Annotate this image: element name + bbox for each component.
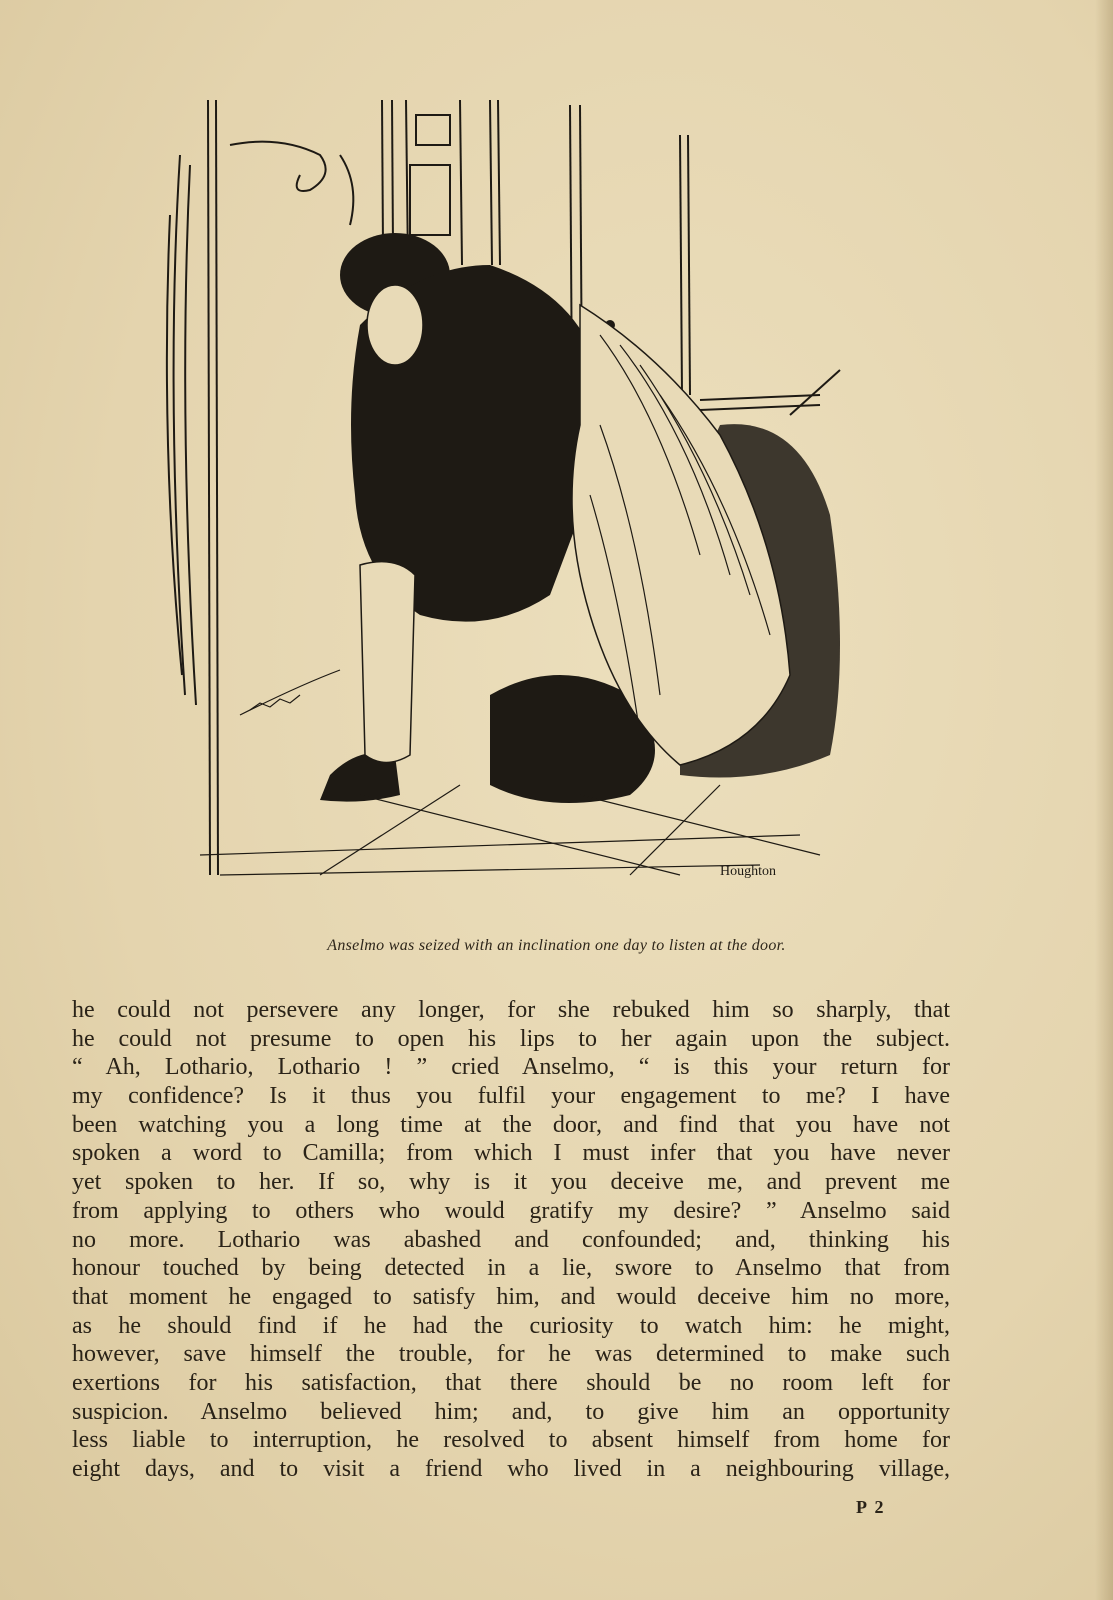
text-line: been watching you a long time at the door, and find that you have not bbox=[72, 1111, 950, 1138]
page-edge-shadow bbox=[1095, 0, 1113, 1600]
engraver-signature: Houghton bbox=[720, 864, 776, 879]
text-line: “ Ah, Lothario, Lothario ! ” cried Anselmo, “ is this your return for bbox=[72, 1054, 950, 1081]
text-line: however, save himself the trouble, for he was determined to make such bbox=[72, 1341, 950, 1368]
text-line: from applying to others who would gratify my desire? ” Anselmo said bbox=[72, 1197, 950, 1224]
text-line: he could not presume to open his lips to her again upon the subject. bbox=[72, 1025, 950, 1052]
text-line: yet spoken to her. If so, why is it you deceive me, and prevent me bbox=[72, 1169, 950, 1196]
text-line: exertions for his satisfaction, that there should be no room left for bbox=[72, 1369, 950, 1396]
text-line: no more. Lothario was abashed and confounded; and, thinking his bbox=[72, 1226, 950, 1253]
text-line: my confidence? Is it thus you fulfil your engagement to me? I have bbox=[72, 1083, 950, 1110]
text-line: he could not persevere any longer, for she rebuked him so sharply, that bbox=[72, 997, 950, 1023]
text-line: as he should find if he had the curiosity to watch him: he might, bbox=[72, 1312, 950, 1339]
text-line: that moment he engaged to satisfy him, and would deceive him no more, bbox=[72, 1283, 950, 1310]
text-line: suspicion. Anselmo believed him; and, to give him an opportunity bbox=[72, 1398, 950, 1425]
text-line: spoken a word to Camilla; from which I must infer that you have never bbox=[72, 1140, 950, 1167]
signature-mark: P 2 bbox=[856, 1497, 886, 1517]
illustration-caption: Anselmo was seized with an inclination one day to listen at the door. bbox=[327, 937, 786, 954]
text-line: less liable to interruption, he resolved to absent himself from home for bbox=[72, 1427, 950, 1454]
body-text bbox=[72, 996, 950, 1484]
text-line: honour touched by being detected in a lie, swore to Anselmo that from bbox=[72, 1255, 950, 1282]
engraving-illustration bbox=[160, 95, 850, 895]
text-line: eight days, and to visit a friend who lived in a neighbouring village, bbox=[72, 1456, 950, 1482]
